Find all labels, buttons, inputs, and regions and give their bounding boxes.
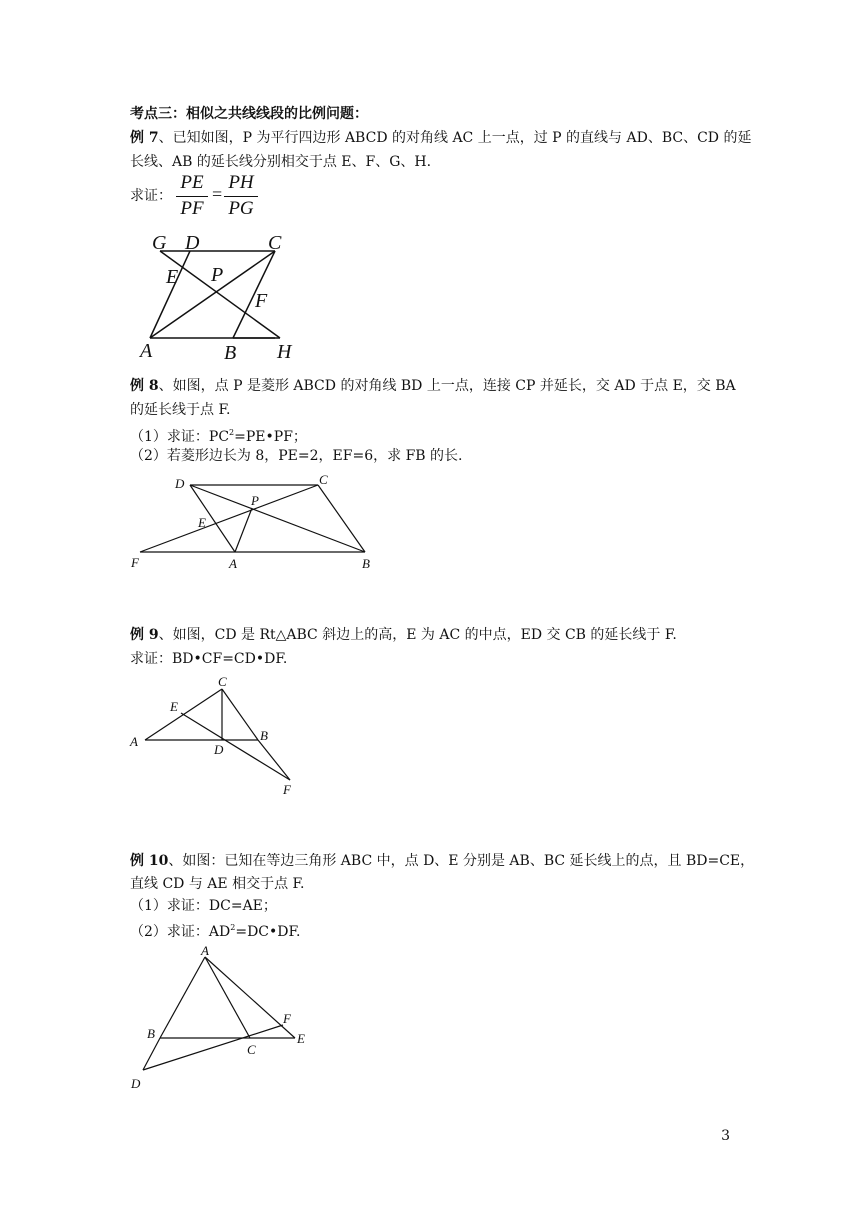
example-10-text-1: 、如图：已知在等边三角形 ABC 中，点 D、E 分别是 AB、BC 延长线上的点，且 BD=CE， [168, 853, 755, 869]
example-7-prove: 求证： [130, 188, 172, 204]
fig9-label-c: C [218, 674, 227, 689]
example-9-line-1 [130, 625, 677, 645]
fig10-label-b: B [147, 1026, 155, 1041]
fig8-label-c: C [319, 472, 328, 487]
fig7-label-h: H [277, 341, 292, 363]
fig8-label-e: E [198, 515, 206, 530]
fig9-label-a: A [130, 734, 138, 749]
fig10-segment-ac [205, 957, 250, 1038]
example-9-label: 例 9 [130, 627, 159, 643]
example-10-label: 例 10 [130, 853, 169, 869]
example-10-line-1 [130, 851, 754, 871]
fraction-left-denominator: PF [180, 198, 204, 219]
fig7-label-g: G [152, 232, 167, 254]
example-7-line-2: 长线、AB 的延长线分别相交于点 E、F、G、H. [130, 154, 432, 170]
example-8-line-1 [130, 376, 736, 396]
q2-superscript: 2 [230, 923, 236, 932]
fig7-label-e: E [166, 266, 179, 288]
fig7-label-c: C [268, 232, 282, 254]
fig7-label-b: B [224, 342, 237, 364]
example-8-question-2: （2）若菱形边长为 8，PE=2，EF=6，求 FB 的长. [130, 448, 463, 464]
example-8-line-2: 的延长线于点 F. [130, 402, 231, 418]
fig7-label-f: F [255, 290, 268, 312]
fig7-segment-bc [233, 251, 275, 338]
fig8-label-b: B [362, 556, 370, 571]
fig8-segment-cb [318, 485, 365, 552]
page-number: 3 [721, 1128, 730, 1144]
fig9-segment-cb [222, 689, 258, 740]
example-7-text-1: 、已知如图，P 为平行四边形 ABCD 的对角线 AC 上一点，过 P 的直线与 AD、BC、CD 的延 [158, 130, 752, 146]
fraction-right-numerator: PH [228, 172, 254, 193]
fig8-diagonal-db [190, 485, 365, 552]
example-10-question-1: （1）求证：DC=AE； [130, 898, 277, 914]
fig10-label-e: E [297, 1031, 305, 1046]
fig8-label-f: F [131, 555, 139, 570]
fig9-extension-bf [258, 740, 290, 780]
fig10-label-f: F [283, 1011, 291, 1026]
q1-text-post: =PE•PF； [234, 429, 307, 445]
fig10-label-d: D [131, 1076, 141, 1091]
fig9-line-ef [181, 713, 290, 780]
example-7-label: 例 7 [130, 130, 159, 146]
fig8-line-fc [140, 485, 318, 552]
q1-superscript: 2 [229, 428, 235, 437]
fig8-label-a: A [229, 556, 237, 571]
example-8-text-1: 、如图，点 P 是菱形 ABCD 的对角线 BD 上一点，连接 CP 并延长，交 AD 于点 E，交 BA [158, 378, 736, 394]
fig7-label-a: A [140, 340, 153, 362]
fig10-segment-ab [160, 957, 205, 1038]
fig9-label-b: B [260, 728, 268, 743]
fig9-label-f: F [283, 782, 291, 797]
fig10-label-c: C [247, 1042, 256, 1057]
fig8-label-p: P [251, 493, 259, 508]
fig8-label-d: D [175, 476, 185, 491]
q1-text-pre: （1）求证：PC [130, 429, 230, 445]
fig9-label-e: E [170, 699, 178, 714]
example-8-label: 例 8 [130, 378, 159, 394]
example-9-text-1: 、如图，CD 是 Rt△ABC 斜边上的高，E 为 AC 的中点，ED 交 CB 的延长线于 F. [158, 627, 677, 643]
example-8-question-1 [130, 423, 307, 447]
example-10-question-2 [130, 918, 300, 942]
section-title: 考点三：相似之共线线段的比例问题： [130, 106, 368, 122]
fig7-label-d: D [185, 232, 200, 254]
fig9-label-d: D [214, 742, 224, 757]
fig7-label-p: P [211, 264, 224, 286]
fig8-segment-ap [235, 508, 252, 552]
fig10-label-a: A [201, 943, 209, 958]
fraction-left-numerator: PE [180, 172, 204, 193]
example-9-line-2: 求证：BD•CF=CD•DF. [130, 651, 288, 667]
q2-text-pre: （2）求证：AD [130, 924, 231, 940]
q2-text-post: =DC•DF. [235, 924, 301, 940]
example-10-line-2: 直线 CD 与 AE 相交于点 F. [130, 876, 305, 892]
fraction-right-denominator: PG [228, 198, 254, 219]
equals-sign: = [212, 184, 223, 204]
